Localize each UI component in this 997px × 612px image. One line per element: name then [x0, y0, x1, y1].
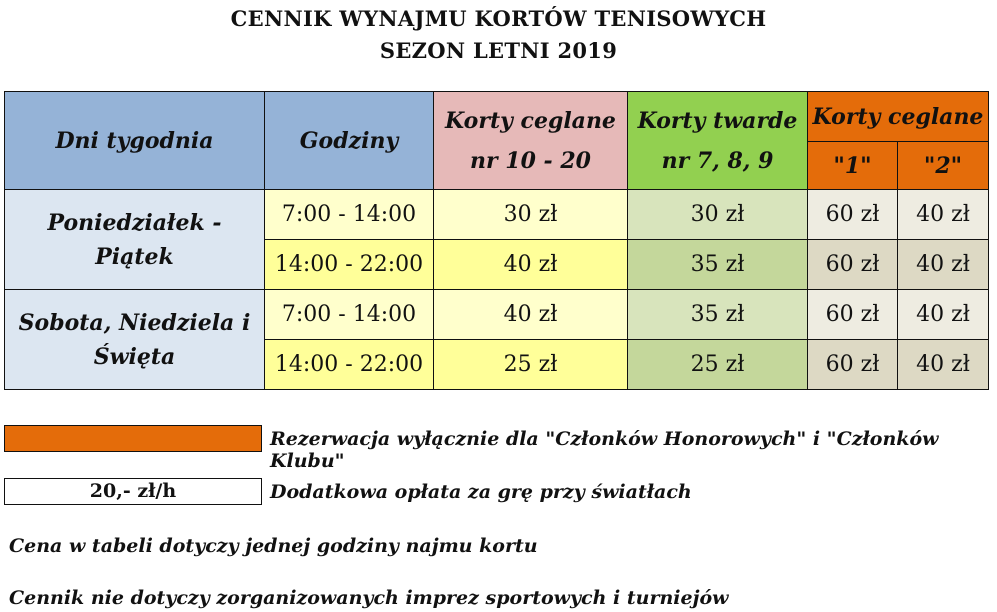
hours-cell: 7:00 - 14:00: [265, 190, 434, 240]
header-reserved-court-1: "1": [808, 142, 898, 190]
note-hourly-price: Cena w tabeli dotyczy jednej godziny najmu kortu: [9, 535, 538, 557]
price-table: [4, 91, 989, 390]
court2-price-cell: 40 zł: [898, 340, 989, 390]
court1-price-cell: 60 zł: [808, 240, 898, 290]
court1-price-cell: 60 zł: [808, 340, 898, 390]
hard-price-cell: 25 zł: [628, 340, 808, 390]
hard-price-cell: 35 zł: [628, 290, 808, 340]
lights-legend-text: Dodatkowa opłata za grę przy światłach: [270, 481, 692, 503]
header-reserved-court-2: "2": [898, 142, 989, 190]
header-reserved-courts: Korty ceglane: [808, 92, 989, 142]
court1-price-cell: 60 zł: [808, 190, 898, 240]
court2-price-cell: 40 zł: [898, 190, 989, 240]
hours-cell: 14:00 - 22:00: [265, 240, 434, 290]
clay-price-cell: 40 zł: [434, 290, 628, 340]
note-events-excluded: Cennik nie dotyczy zorganizowanych imprez sportowych i turniejów: [9, 587, 729, 609]
court1-price-cell: 60 zł: [808, 290, 898, 340]
header-hard-name: Korty twarde: [637, 107, 798, 134]
reserved-legend-text: Rezerwacja wyłącznie dla "Członków Honorowych" i "Członków Klubu": [270, 428, 939, 472]
clay-price-cell: 30 zł: [434, 190, 628, 240]
hard-price-cell: 35 zł: [628, 240, 808, 290]
hours-cell: 14:00 - 22:00: [265, 340, 434, 390]
header-hours: Godziny: [265, 92, 434, 190]
court2-price-cell: 40 zł: [898, 240, 989, 290]
court2-price-cell: 40 zł: [898, 290, 989, 340]
days-weekend: Sobota, Niedziela i Święta: [5, 290, 265, 390]
header-clay-numbers: nr 10 - 20: [470, 147, 591, 174]
reserved-legend-swatch: [4, 425, 262, 452]
page-subtitle: SEZON LETNI 2019: [379, 38, 618, 63]
header-clay-name: Korty ceglane: [445, 107, 616, 134]
days-weekdays: Poniedziałek - Piątek: [5, 190, 265, 290]
header-days: Dni tygodnia: [5, 92, 265, 190]
header-hard-courts: [628, 92, 808, 190]
hours-cell: 7:00 - 14:00: [265, 290, 434, 340]
header-hard-numbers: nr 7, 8, 9: [661, 147, 774, 174]
clay-price-cell: 40 zł: [434, 240, 628, 290]
clay-price-cell: 25 zł: [434, 340, 628, 390]
page-title: CENNIK WYNAJMU KORTÓW TENISOWYCH: [230, 6, 767, 31]
header-clay-courts: [434, 92, 628, 190]
hard-price-cell: 30 zł: [628, 190, 808, 240]
lights-price-box: 20,- zł/h: [4, 478, 262, 505]
